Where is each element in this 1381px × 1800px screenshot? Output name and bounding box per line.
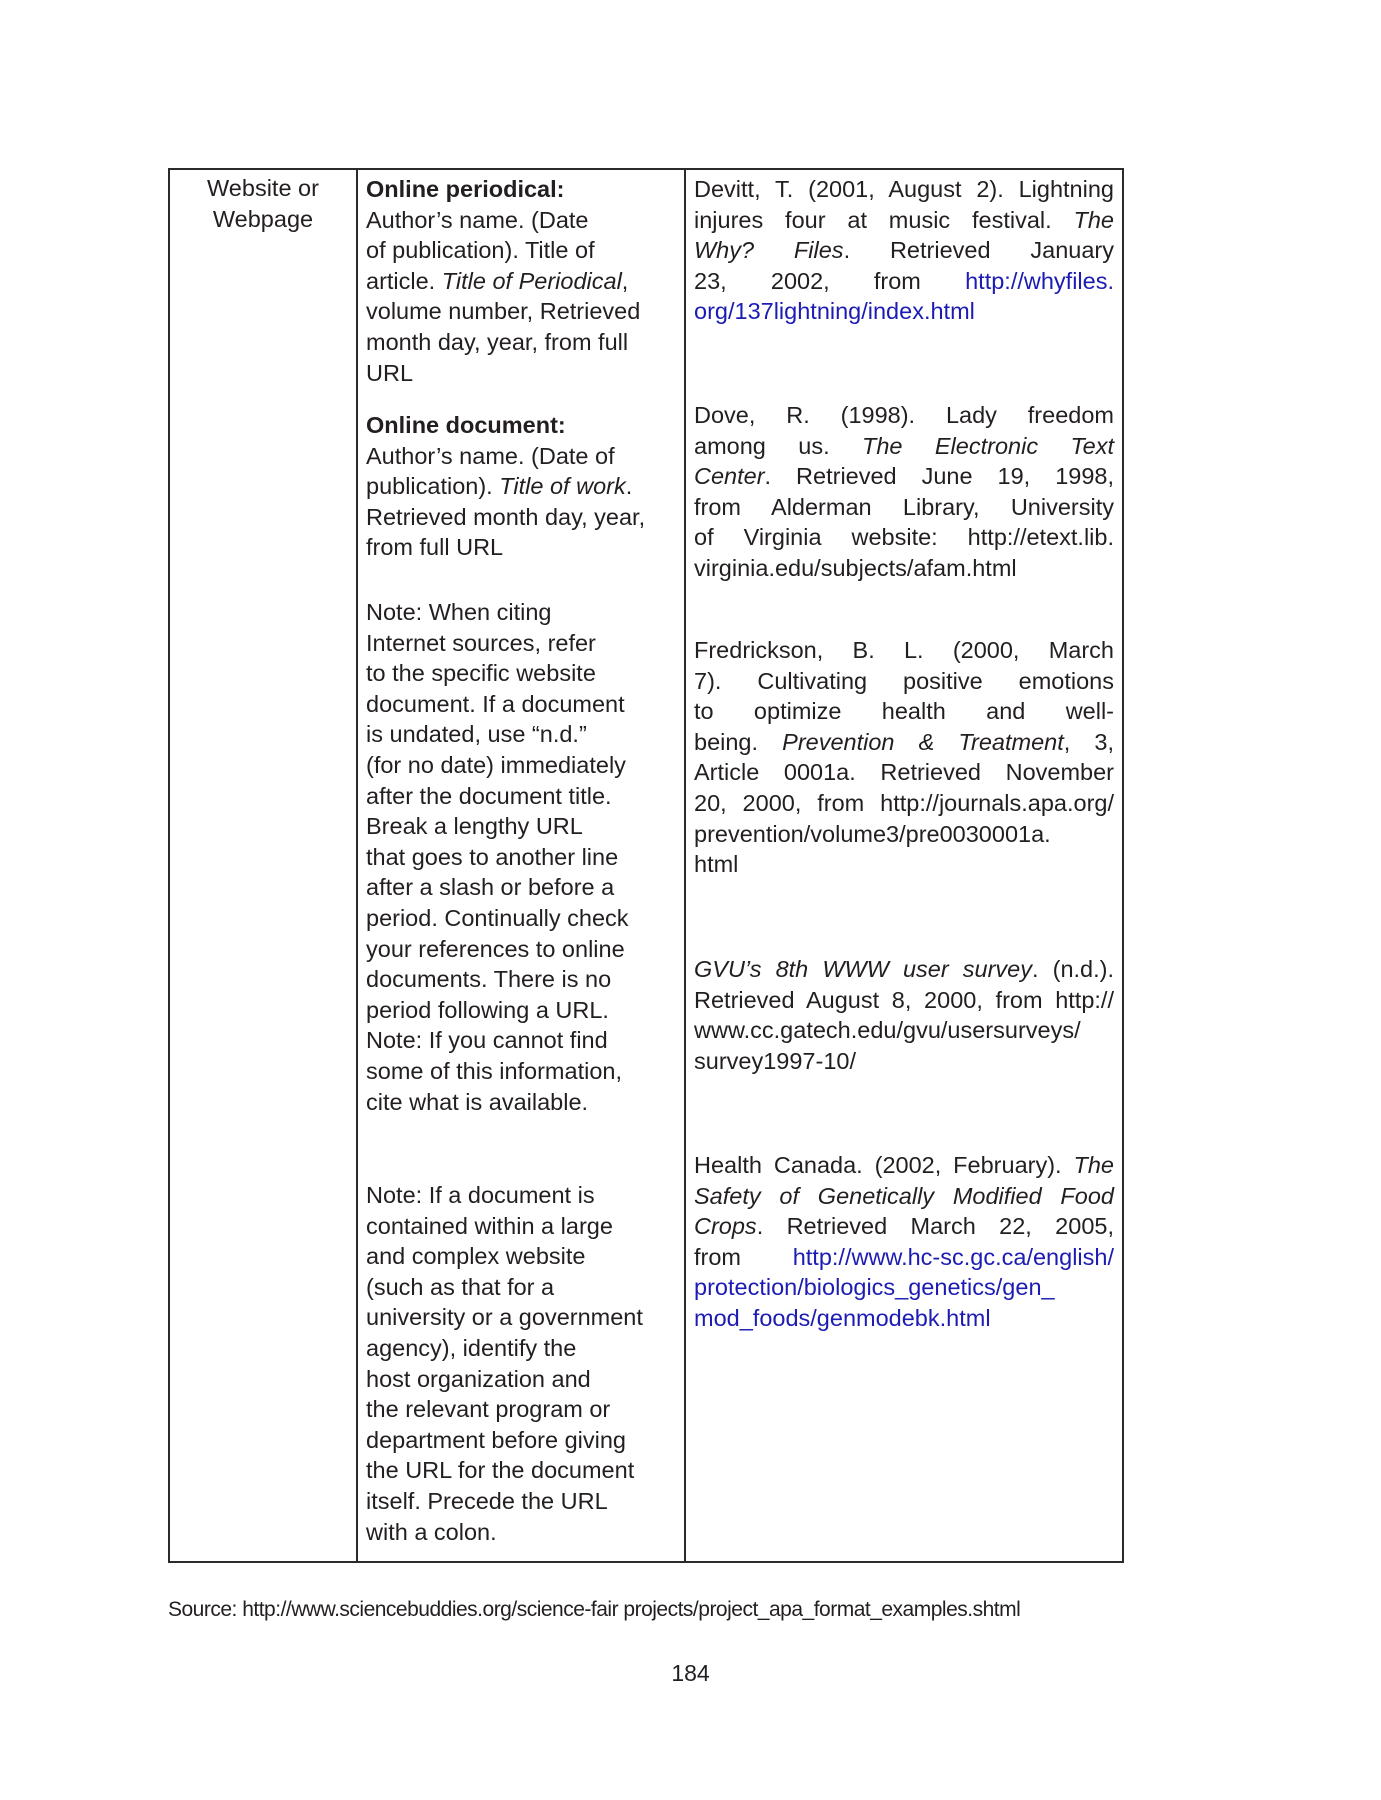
example-line: virginia.edu/subjects/afam.html [694, 554, 1017, 581]
note-line: host organization and [366, 1365, 591, 1392]
format-online-periodical [366, 174, 676, 388]
page-number: 184 [671, 1660, 710, 1686]
example-devitt [694, 174, 1114, 327]
format-line: publication). Title of work. [366, 473, 633, 500]
example-line: from http://www.hc-sc.gc.ca/english/ [694, 1243, 1114, 1270]
note-line: after the document title. [366, 782, 612, 809]
example-line: www.cc.gatech.edu/gvu/usersurveys/ [694, 1017, 1081, 1044]
example-line: GVU’s 8th WWW user survey. (n.d.). [694, 956, 1115, 982]
example-line: Retrieved August 8, 2000, from http:// [694, 986, 1114, 1013]
example-line: 23, 2002, from http://whyfiles. [694, 267, 1114, 294]
note-line: to the specific website [366, 660, 596, 687]
note-line: contained within a large [366, 1212, 613, 1239]
format-line: URL [366, 359, 414, 386]
example-line: of Virginia website: http://etext.lib. [694, 524, 1114, 551]
note-line: period following a URL. [366, 996, 609, 1023]
format-line: Author’s name. (Date of [366, 442, 615, 469]
example-fredrickson [694, 635, 1114, 880]
note-line: the relevant program or [366, 1396, 611, 1423]
format-heading: Online document: [366, 412, 566, 438]
example-health-canada [694, 1150, 1114, 1334]
apa-website-citation-table [168, 168, 1124, 1563]
format-online-document [366, 410, 676, 563]
example-line: Article 0001a. Retrieved November [694, 759, 1114, 786]
url-link[interactable]: mod_foods/genmodebk.html [694, 1304, 991, 1331]
note-line: document. If a document [366, 690, 625, 717]
example-line: survey1997-10/ [694, 1047, 856, 1074]
note-line: (for no date) immediately [366, 751, 626, 778]
example-line: Dove, R. (1998). Lady freedom [694, 402, 1114, 428]
note-line: itself. Precede the URL [366, 1487, 608, 1514]
note-line: Note: When citing [366, 599, 552, 625]
note-line: the URL for the document [366, 1457, 635, 1484]
note-line: Note: If a document is [366, 1182, 595, 1208]
example-line: Crops. Retrieved March 22, 2005, [694, 1213, 1114, 1240]
example-line: being. Prevention & Treatment, 3, [694, 728, 1114, 755]
note-line: documents. There is no [366, 966, 612, 993]
example-line: prevention/volume3/pre0030001a. [694, 820, 1051, 847]
note-line: (such as that for a [366, 1273, 555, 1300]
note-line: that goes to another line [366, 843, 619, 870]
category-column [170, 170, 358, 1561]
category-label: Website or Webpage [207, 175, 319, 232]
note-line: department before giving [366, 1426, 626, 1453]
format-line: article. Title of Periodical, [366, 267, 629, 294]
note-line: university or a government [366, 1304, 643, 1331]
note-line: agency), identify the [366, 1334, 577, 1361]
url-link[interactable]: protection/biologics_genetics/gen_ [694, 1274, 1055, 1301]
example-column [686, 170, 1122, 1561]
note-complex-website [366, 1180, 676, 1547]
format-line: of publication). Title of [366, 237, 595, 264]
format-line: month day, year, from full [366, 328, 629, 355]
example-line: 7). Cultivating positive emotions [694, 667, 1114, 694]
url-link[interactable]: http://whyfiles. [965, 267, 1114, 294]
note-line: Internet sources, refer [366, 629, 596, 656]
example-line: Health Canada. (2002, February). The [694, 1152, 1114, 1178]
format-line: Author’s name. (Date [366, 206, 589, 233]
example-line: Center. Retrieved June 19, 1998, [694, 463, 1114, 490]
example-line: to optimize health and well- [694, 698, 1114, 725]
note-line: cite what is available. [366, 1088, 589, 1115]
format-line: volume number, Retrieved [366, 298, 641, 325]
note-line: and complex website [366, 1243, 586, 1270]
example-line [694, 1272, 1114, 1303]
url-link[interactable]: http://www.hc-sc.gc.ca/english/ [792, 1243, 1114, 1270]
example-line: Devitt, T. (2001, August 2). Lightning [694, 176, 1114, 202]
example-line: injures four at music festival. The [694, 206, 1114, 233]
example-line [694, 296, 1114, 327]
format-line: Retrieved month day, year, [366, 503, 646, 530]
note-line: Break a lengthy URL [366, 813, 583, 840]
note-line: some of this information, [366, 1057, 622, 1084]
example-dove [694, 400, 1114, 584]
note-line: with a colon. [366, 1518, 497, 1545]
note-line: after a slash or before a [366, 874, 615, 901]
note-line: period. Continually check [366, 904, 629, 931]
example-gvu-survey [694, 954, 1114, 1076]
example-line: among us. The Electronic Text [694, 432, 1115, 459]
note-line: your references to online [366, 935, 625, 962]
note-line: is undated, use “n.d.” [366, 721, 587, 748]
example-line: html [694, 851, 739, 878]
url-link[interactable]: org/137lightning/index.html [694, 298, 975, 325]
source-citation: Source: http://www.sciencebuddies.org/science-fair projects/project_apa_format_examples.shtml [168, 1598, 1021, 1621]
example-line: from Alderman Library, University [694, 493, 1114, 520]
example-line: Fredrickson, B. L. (2000, March [694, 637, 1114, 663]
example-line [694, 1303, 1114, 1334]
example-line: Safety of Genetically Modified Food [694, 1182, 1114, 1209]
format-column [358, 170, 686, 1561]
note-internet-sources [366, 597, 676, 1117]
format-heading: Online periodical: [366, 176, 565, 202]
note-line: Note: If you cannot find [366, 1027, 608, 1054]
example-line: 20, 2000, from http://journals.apa.org/ [694, 789, 1114, 816]
format-line: from full URL [366, 534, 504, 561]
example-line: Why? Files. Retrieved January [694, 237, 1114, 264]
